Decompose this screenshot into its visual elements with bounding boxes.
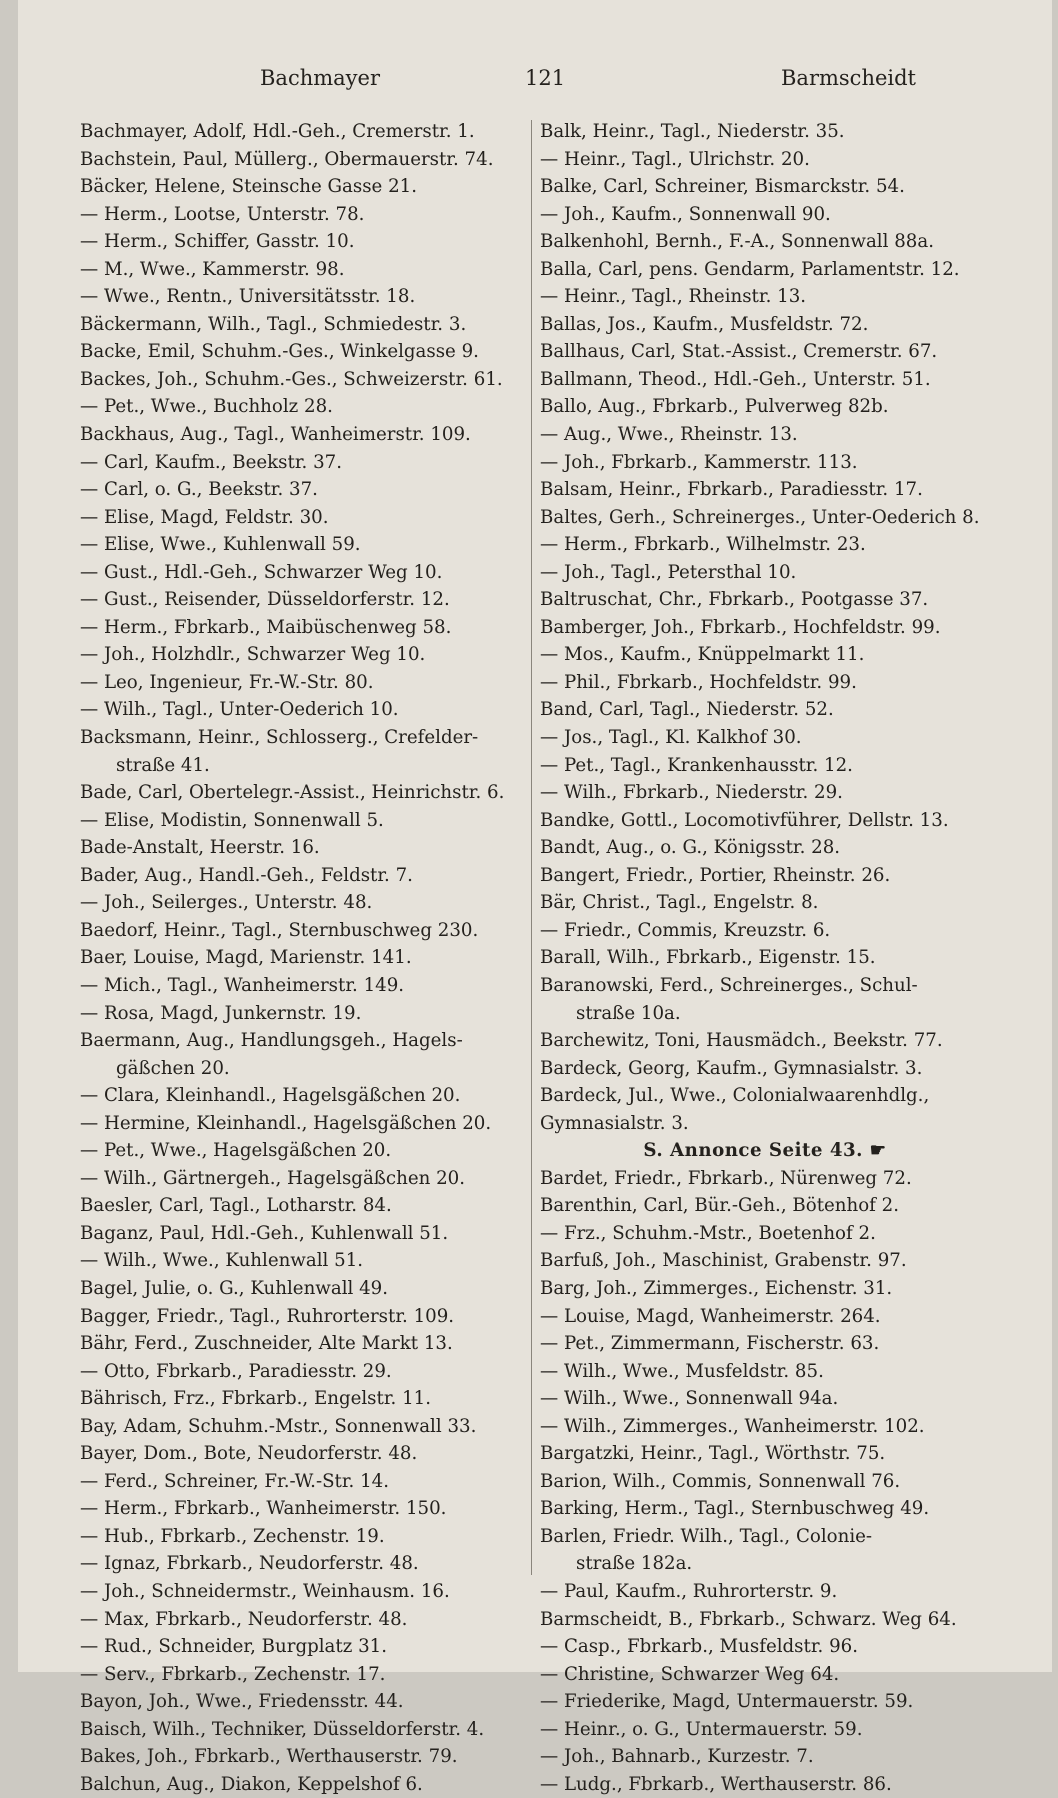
directory-entry: — Christine, Schwarzer Weg 64. [540, 1663, 840, 1685]
directory-entry: — Gust., Reisender, Düsseldorferstr. 12. [80, 589, 450, 611]
directory-entry: Ballhaus, Carl, Stat.-Assist., Cremerstr. 67. [540, 341, 938, 363]
directory-entry: Bagel, Julie, o. G., Kuhlenwall 49. [80, 1277, 389, 1299]
directory-entry: — Louise, Magd, Wanheimerstr. 264. [540, 1305, 881, 1327]
directory-entry: — Casp., Fbrkarb., Musfeldstr. 96. [540, 1636, 858, 1658]
directory-entry: Balla, Carl, pens. Gendarm, Parlamentstr. 12. [540, 258, 960, 280]
directory-entry: — Heinr., Tagl., Ulrichstr. 20. [540, 148, 810, 170]
directory-entry: Balke, Carl, Schreiner, Bismarckstr. 54. [540, 176, 905, 198]
directory-entry: Bade-Anstalt, Heerstr. 16. [80, 837, 320, 859]
directory-entry: Ballo, Aug., Fbrkarb., Pulverweg 82b. [540, 396, 889, 418]
directory-entry: Ballas, Jos., Kaufm., Musfeldstr. 72. [540, 313, 869, 335]
directory-entry: Backhaus, Aug., Tagl., Wanheimerstr. 109. [80, 424, 471, 446]
directory-entry: — Herm., Fbrkarb., Wanheimerstr. 150. [80, 1498, 447, 1520]
page-number: 121 [525, 66, 566, 90]
directory-entry: — Ignaz, Fbrkarb., Neudorferstr. 48. [80, 1553, 419, 1575]
directory-entry: straße 182a. [576, 1553, 693, 1575]
directory-entry: Band, Carl, Tagl., Niederstr. 52. [540, 699, 834, 721]
directory-entry: — Herm., Schiffer, Gasstr. 10. [80, 231, 355, 253]
directory-entry: Bäcker, Helene, Steinsche Gasse 21. [80, 176, 418, 198]
directory-entry: — Heinr., o. G., Untermauerstr. 59. [540, 1718, 863, 1740]
directory-entry: — Ferd., Schreiner, Fr.-W.-Str. 14. [80, 1470, 390, 1492]
directory-entry: Bayer, Dom., Bote, Neudorferstr. 48. [80, 1443, 418, 1465]
directory-entry: — Wilh., Gärtnergeh., Hagelsgäßchen 20. [80, 1167, 466, 1189]
directory-entry: Bakes, Joh., Fbrkarb., Werthauserstr. 79. [80, 1746, 458, 1768]
directory-entry: — Mos., Kaufm., Knüppelmarkt 11. [540, 644, 865, 666]
directory-entry: Balkenhohl, Bernh., F.-A., Sonnenwall 88a. [540, 231, 934, 253]
directory-entry: — Max, Fbrkarb., Neudorferstr. 48. [80, 1608, 408, 1630]
directory-entry: Baer, Louise, Magd, Marienstr. 141. [80, 947, 412, 969]
directory-entry: Baltruschat, Chr., Fbrkarb., Pootgasse 37. [540, 589, 929, 611]
directory-entry: Gymnasialstr. 3. [540, 1112, 689, 1134]
directory-entry: Barchewitz, Toni, Hausmädch., Beekstr. 77. [540, 1030, 943, 1052]
directory-entry: Baranowski, Ferd., Schreinerges., Schul- [540, 974, 918, 996]
directory-entry: gäßchen 20. [116, 1057, 230, 1079]
directory-entry: — Mich., Tagl., Wanheimerstr. 149. [80, 974, 405, 996]
directory-entry: — Wilh., Zimmerges., Wanheimerstr. 102. [540, 1415, 925, 1437]
directory-entry: — Joh., Seilerges., Unterstr. 48. [80, 892, 373, 914]
directory-entry: Bagger, Friedr., Tagl., Ruhrorterstr. 109. [80, 1305, 455, 1327]
left-column [80, 118, 526, 1798]
directory-entry: Backe, Emil, Schuhm.-Ges., Winkelgasse 9. [80, 341, 479, 363]
right-column [540, 118, 990, 1798]
directory-entry: — Wilh., Tagl., Unter-Oederich 10. [80, 699, 399, 721]
directory-entry: Baermann, Aug., Handlungsgeh., Hagels- [80, 1030, 463, 1052]
directory-entry: — Elise, Wwe., Kuhlenwall 59. [80, 534, 361, 556]
directory-entry: Ballmann, Theod., Hdl.-Geh., Unterstr. 51. [540, 368, 931, 390]
directory-entry: Bardeck, Jul., Wwe., Colonialwaarenhdlg., [540, 1085, 930, 1107]
directory-entry: Barking, Herm., Tagl., Sternbuschweg 49. [540, 1498, 930, 1520]
directory-entry: Baganz, Paul, Hdl.-Geh., Kuhlenwall 51. [80, 1222, 449, 1244]
header-right-keyword: Barmscheidt [781, 66, 916, 90]
directory-entry: — Serv., Fbrkarb., Zechenstr. 17. [80, 1663, 386, 1685]
directory-entry: — Carl, Kaufm., Beekstr. 37. [80, 451, 343, 473]
directory-entry: Bardeck, Georg, Kaufm., Gymnasialstr. 3. [540, 1057, 923, 1079]
directory-entry: Bargatzki, Heinr., Tagl., Wörthstr. 75. [540, 1443, 886, 1465]
directory-entry: — Jos., Tagl., Kl. Kalkhof 30. [540, 727, 802, 749]
directory-entry: straße 10a. [576, 1002, 681, 1024]
directory-entry: — Phil., Fbrkarb., Hochfeldstr. 99. [540, 671, 857, 693]
directory-entry: — Wilh., Wwe., Musfeldstr. 85. [540, 1360, 824, 1382]
directory-entry: Bär, Christ., Tagl., Engelstr. 8. [540, 892, 819, 914]
directory-entry: Balsam, Heinr., Fbrkarb., Paradiesstr. 17. [540, 479, 923, 501]
directory-entry: — Heinr., Tagl., Rheinstr. 13. [540, 286, 807, 308]
directory-entry: Baisch, Wilh., Techniker, Düsseldorferstr. 4. [80, 1718, 485, 1740]
directory-entry: — M., Wwe., Kammerstr. 98. [80, 258, 345, 280]
directory-entry: — Hermine, Kleinhandl., Hagelsgäßchen 20. [80, 1112, 492, 1134]
directory-entry: — Joh., Tagl., Petersthal 10. [540, 561, 797, 583]
directory-entry: — Friederike, Magd, Untermauerstr. 59. [540, 1691, 914, 1713]
directory-entry: — Pet., Wwe., Buchholz 28. [80, 396, 333, 418]
directory-entry: — Wwe., Rentn., Universitätsstr. 18. [80, 286, 416, 308]
directory-entry: — Otto, Fbrkarb., Paradiesstr. 29. [80, 1360, 392, 1382]
directory-entry: — Elise, Magd, Feldstr. 30. [80, 506, 329, 528]
directory-entry: Barlen, Friedr. Wilh., Tagl., Colonie- [540, 1525, 873, 1547]
directory-entry: — Wilh., Wwe., Kuhlenwall 51. [80, 1250, 364, 1272]
directory-entry: Bamberger, Joh., Fbrkarb., Hochfeldstr. 99. [540, 616, 941, 638]
directory-entry: Bandke, Gottl., Locomotivführer, Dellstr. 13. [540, 809, 949, 831]
directory-entry: — Pet., Wwe., Hagelsgäßchen 20. [80, 1140, 392, 1162]
directory-entry: — Hub., Fbrkarb., Zechenstr. 19. [80, 1525, 385, 1547]
directory-entry: — Aug., Wwe., Rheinstr. 13. [540, 424, 798, 446]
directory-entry: — Joh., Schneidermstr., Weinhausm. 16. [80, 1580, 450, 1602]
directory-entry: Baesler, Carl, Tagl., Lotharstr. 84. [80, 1195, 392, 1217]
directory-entry: Barenthin, Carl, Bür.-Geh., Bötenhof 2. [540, 1195, 900, 1217]
annonce-notice: S. Annonce Seite 43. ☛ [643, 1140, 887, 1162]
directory-entry: — Wilh., Fbrkarb., Niederstr. 29. [540, 782, 843, 804]
directory-entry: — Frz., Schuhm.-Mstr., Boetenhof 2. [540, 1222, 876, 1244]
directory-entry: Barall, Wilh., Fbrkarb., Eigenstr. 15. [540, 947, 876, 969]
directory-page [18, 0, 1052, 1795]
directory-entry: Backsmann, Heinr., Schlosserg., Crefelder- [80, 727, 479, 749]
directory-entry: Barion, Wilh., Commis, Sonnenwall 76. [540, 1470, 901, 1492]
directory-entry: Bäckermann, Wilh., Tagl., Schmiedestr. 3. [80, 313, 467, 335]
directory-entry: — Herm., Lootse, Unterstr. 78. [80, 203, 365, 225]
directory-entry: — Friedr., Commis, Kreuzstr. 6. [540, 919, 831, 941]
directory-entry: Bayon, Joh., Wwe., Friedensstr. 44. [80, 1691, 404, 1713]
directory-entry: — Herm., Fbrkarb., Wilhelmstr. 23. [540, 534, 866, 556]
directory-entry: — Leo, Ingenieur, Fr.-W.-Str. 80. [80, 671, 374, 693]
directory-entry: — Pet., Zimmermann, Fischerstr. 63. [540, 1333, 880, 1355]
column-divider [531, 120, 532, 1575]
directory-entry: Bay, Adam, Schuhm.-Mstr., Sonnenwall 33. [80, 1415, 477, 1437]
directory-entry: Balk, Heinr., Tagl., Niederstr. 35. [540, 121, 845, 142]
directory-entry: — Ludg., Fbrkarb., Werthauserstr. 86. [540, 1773, 892, 1795]
directory-entry: Barmscheidt, B., Fbrkarb., Schwarz. Weg 64. [540, 1608, 957, 1630]
directory-entry: Backes, Joh., Schuhm.-Ges., Schweizerstr. 61. [80, 368, 503, 390]
directory-entry: — Clara, Kleinhandl., Hagelsgäßchen 20. [80, 1085, 461, 1107]
header-left-keyword: Bachmayer [260, 66, 381, 90]
directory-entry: — Carl, o. G., Beekstr. 37. [80, 479, 318, 501]
directory-entry: — Rosa, Magd, Junkernstr. 19. [80, 1002, 362, 1024]
directory-entry: Bader, Aug., Handl.-Geh., Feldstr. 7. [80, 864, 413, 886]
directory-entry: — Gust., Hdl.-Geh., Schwarzer Weg 10. [80, 561, 443, 583]
directory-entry: Bardet, Friedr., Fbrkarb., Nürenweg 72. [540, 1167, 912, 1189]
directory-entry: Bade, Carl, Obertelegr.-Assist., Heinrichstr. 6. [80, 782, 505, 804]
directory-entry: Barg, Joh., Zimmerges., Eichenstr. 31. [540, 1277, 893, 1299]
directory-entry: Barfuß, Joh., Maschinist, Grabenstr. 97. [540, 1250, 907, 1272]
directory-entry: — Pet., Tagl., Krankenhausstr. 12. [540, 754, 853, 776]
directory-entry: — Joh., Kaufm., Sonnenwall 90. [540, 203, 831, 225]
directory-entry: — Wilh., Wwe., Sonnenwall 94a. [540, 1388, 839, 1410]
page-header [80, 66, 1006, 100]
directory-entry: — Herm., Fbrkarb., Maibüschenweg 58. [80, 616, 452, 638]
directory-entry: — Elise, Modistin, Sonnenwall 5. [80, 809, 384, 831]
directory-entry: — Joh., Fbrkarb., Kammerstr. 113. [540, 451, 858, 473]
directory-entry: — Joh., Bahnarb., Kurzestr. 7. [540, 1746, 814, 1768]
directory-entry: — Joh., Holzhdlr., Schwarzer Weg 10. [80, 644, 426, 666]
directory-entry: Bangert, Friedr., Portier, Rheinstr. 26. [540, 864, 891, 886]
directory-entry: straße 41. [116, 754, 210, 776]
directory-entry: Bachmayer, Adolf, Hdl.-Geh., Cremerstr. 1. [80, 121, 475, 142]
directory-entry: — Rud., Schneider, Burgplatz 31. [80, 1636, 387, 1658]
directory-entry: Baltes, Gerh., Schreinerges., Unter-Oederich 8. [540, 506, 980, 528]
directory-entry: Bährisch, Frz., Fbrkarb., Engelstr. 11. [80, 1388, 432, 1410]
directory-entry: — Paul, Kaufm., Ruhrorterstr. 9. [540, 1580, 838, 1602]
directory-entry: Bähr, Ferd., Zuschneider, Alte Markt 13. [80, 1333, 453, 1355]
directory-entry: Baedorf, Heinr., Tagl., Sternbuschweg 230. [80, 919, 479, 941]
directory-entry: Balchun, Aug., Diakon, Keppelshof 6. [80, 1773, 423, 1795]
directory-entry: Bachstein, Paul, Müllerg., Obermauerstr. 74. [80, 148, 494, 170]
directory-entry: Bandt, Aug., o. G., Königsstr. 28. [540, 837, 841, 859]
